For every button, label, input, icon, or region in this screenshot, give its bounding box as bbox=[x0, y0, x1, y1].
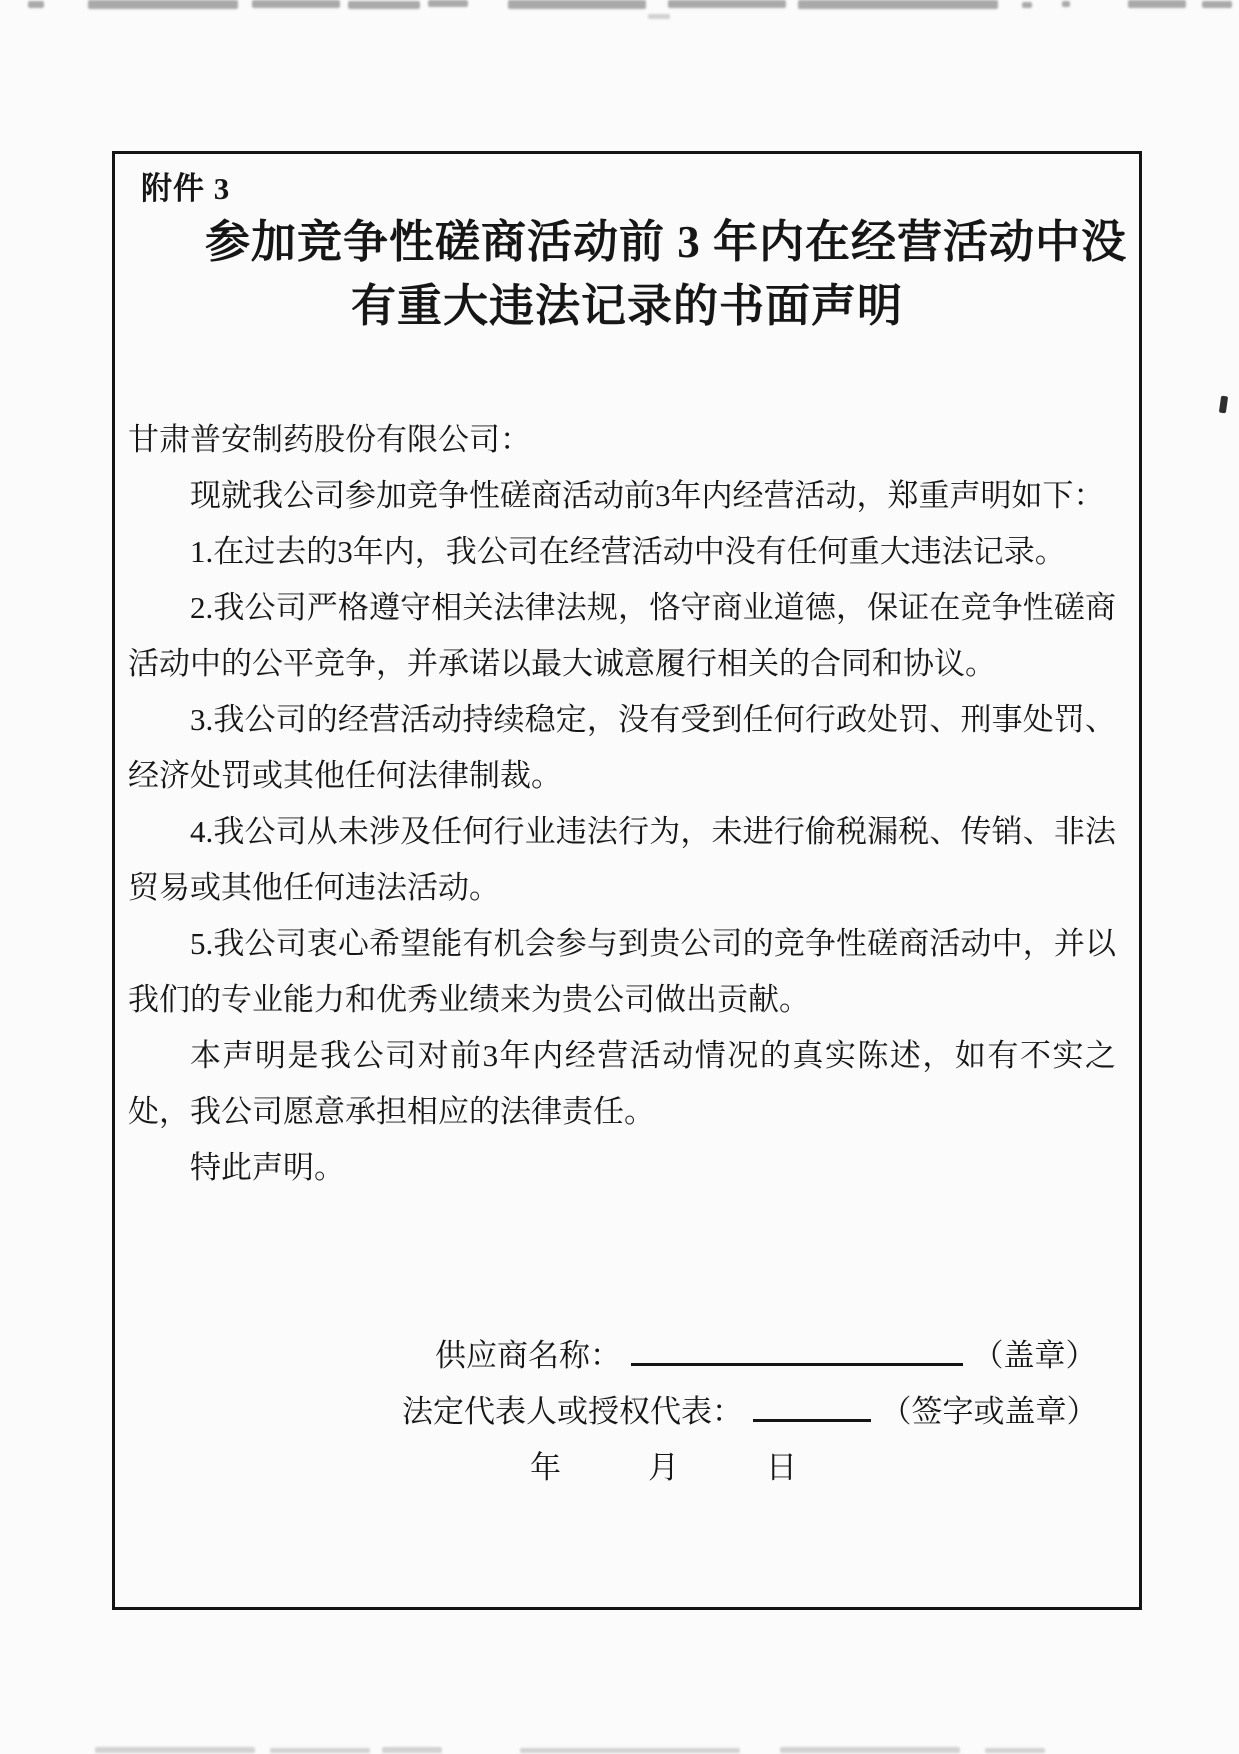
date-line bbox=[530, 1442, 797, 1487]
scan-artifact bbox=[382, 1747, 442, 1753]
scan-artifact bbox=[428, 0, 468, 7]
scan-artifact bbox=[798, 0, 998, 9]
date-month-label: 月 bbox=[648, 1450, 679, 1485]
body-paragraph: 特此声明。 bbox=[190, 1150, 345, 1185]
scan-artifact bbox=[28, 1, 44, 8]
supplier-name-label: 供应商名称： bbox=[435, 1338, 621, 1373]
scan-artifact bbox=[270, 1748, 370, 1753]
body-paragraph: 2.我公司严格遵守相关法律法规，恪守商业道德，保证在竞争性磋商活动中的公平竞争，并承诺以最大诚意履行相关的合同和协议。 bbox=[128, 590, 1116, 681]
scan-artifact bbox=[985, 1748, 1045, 1753]
scan-artifact bbox=[348, 1, 420, 9]
body-paragraph: 5.我公司衷心希望能有机会参与到贵公司的竞争性磋商活动中，并以我们的专业能力和优秀业绩来为贵公司做出贡献。 bbox=[128, 926, 1116, 1017]
date-day-label: 日 bbox=[766, 1450, 797, 1485]
scan-artifact bbox=[520, 1748, 740, 1753]
scan-artifact bbox=[88, 0, 238, 9]
attachment-label: 附件 3 bbox=[141, 171, 231, 206]
supplier-seal-note: （盖章） bbox=[972, 1338, 1097, 1373]
date-year-label: 年 bbox=[530, 1450, 561, 1485]
body-paragraph: 1.在过去的3年内，我公司在经营活动中没有任何重大违法记录。 bbox=[190, 534, 1066, 569]
scan-artifact bbox=[508, 0, 646, 9]
representative-signature-line bbox=[402, 1386, 1098, 1431]
scan-artifact bbox=[95, 1747, 255, 1753]
scan-artifact bbox=[1062, 1, 1070, 7]
body-paragraph: 3.我公司的经营活动持续稳定，没有受到任何行政处罚、刑事处罚、经济处罚或其他任何法律制裁。 bbox=[128, 702, 1116, 793]
document-title bbox=[112, 210, 1142, 338]
scan-artifact bbox=[668, 0, 786, 8]
body-paragraph: 现就我公司参加竞争性磋商活动前3年内经营活动，郑重声明如下： bbox=[190, 478, 1105, 513]
scan-artifact bbox=[1022, 2, 1032, 8]
scan-artifact bbox=[1202, 1, 1232, 8]
scan-artifact bbox=[780, 1747, 960, 1753]
scan-artifact bbox=[252, 0, 340, 8]
representative-blank bbox=[753, 1388, 871, 1422]
representative-seal-note: （签字或盖章） bbox=[880, 1394, 1098, 1429]
document-title-line-2: 有重大违法记录的书面声明 bbox=[350, 281, 903, 331]
salutation-line: 甘肃普安制药股份有限公司： bbox=[128, 422, 531, 457]
supplier-signature-line bbox=[435, 1330, 1097, 1375]
scan-artifact bbox=[648, 14, 670, 19]
body-paragraph: 4.我公司从未涉及任何行业违法行为，未进行偷税漏税、传销、非法贸易或其他任何违法活动。 bbox=[128, 814, 1116, 905]
ink-speck bbox=[1219, 396, 1228, 414]
supplier-name-blank bbox=[631, 1332, 963, 1366]
document-title-line-1: 参加竞争性磋商活动前 3 年内在经营活动中没 bbox=[204, 217, 1127, 267]
document-body bbox=[128, 412, 1116, 1196]
scan-artifact bbox=[1128, 0, 1186, 8]
representative-label: 法定代表人或授权代表： bbox=[402, 1394, 743, 1429]
body-paragraph: 本声明是我公司对前3年内经营活动情况的真实陈述，如有不实之处，我公司愿意承担相应的法律责任。 bbox=[128, 1038, 1116, 1129]
